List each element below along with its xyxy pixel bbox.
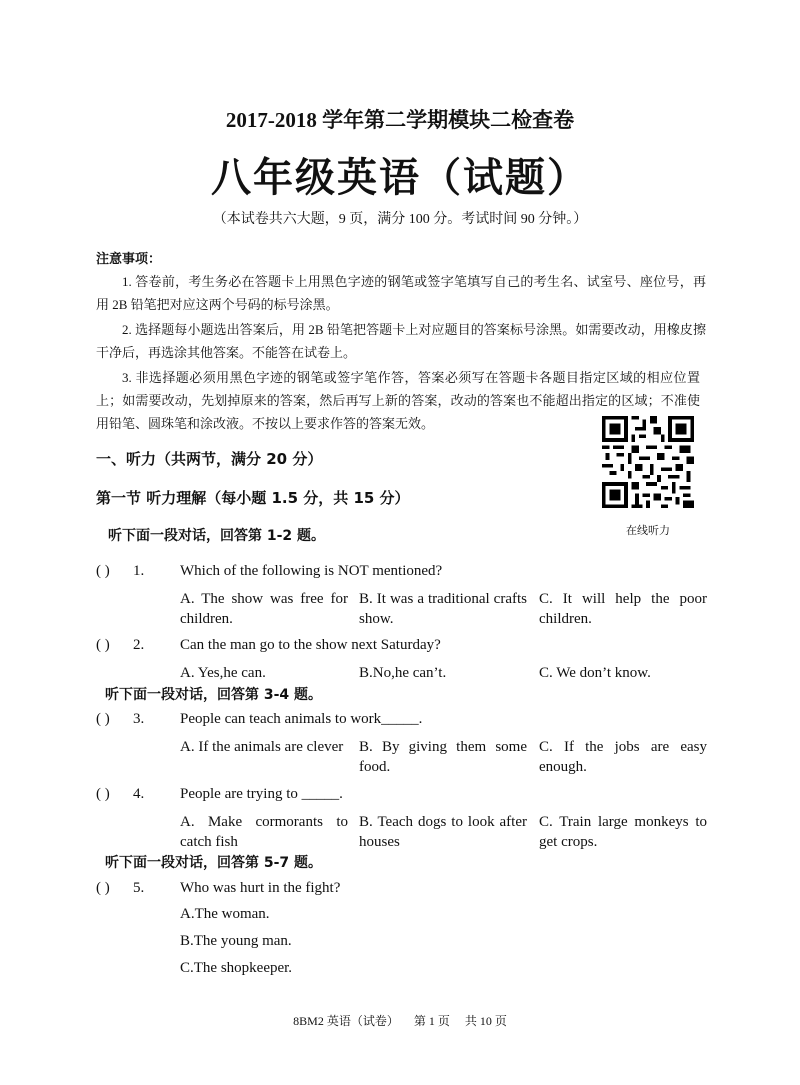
option-c: C. It will help the poor children. [539,591,707,627]
page-footer [0,1012,800,1029]
listen-instruction: 听下面一段对话，回答第 3-4 题。 [105,687,323,703]
option-a: A. Yes,he can. [180,665,266,681]
answer-blank[interactable]: ( ) [96,880,110,896]
qr-caption: 在线听力 [626,524,670,537]
option-b: B. By giving them some food. [359,739,527,775]
footer-code: 8BM2 英语（试卷） [293,1014,399,1028]
option-c: C.The shopkeeper. [180,960,293,976]
question-text: Can the man go to the show next Saturday? [180,637,441,653]
answer-blank[interactable]: ( ) [96,563,110,579]
option-b: B.The young man. [180,933,292,949]
answer-blank[interactable]: ( ) [96,786,110,802]
option-a: A. If the animals are clever [180,739,344,755]
option-b: B. It was a traditional crafts show. [359,591,527,627]
option-a: A.The woman. [180,906,270,922]
exam-title: 2017-2018 学年第二学期模块二检查卷 [225,108,575,132]
question-number: 4. [133,786,145,802]
listen-instruction: 听下面一段对话，回答第 1-2 题。 [108,528,326,544]
listen-instruction: 听下面一段对话，回答第 5-7 题。 [105,855,323,871]
option-a: A. The show was free for children. [180,591,348,627]
option-c: C. Train large monkeys to get crops. [539,814,707,850]
question-text: Who was hurt in the fight? [180,880,341,896]
notice-item-1: 1. 答卷前，考生务必在答题卡上用黑色字迹的钢笔或签字笔填写自己的考生名、试室号、座位号，再用 2B 铅笔把对应这两个号码的标号涂黑。 [96,274,706,312]
notice-item-3: 3. 非选择题必须用黑色字迹的钢笔或签字笔作答，答案必须写在答题卡各题目指定区域的相应位置上；如需要改动，先划掉原来的答案，然后再写上新的答案，改动的答案也不能超出指定的区域；不准使用铅笔、圆珠笔和涂改液。不按以上要求作答的答案无效。 [96,370,700,431]
question-number: 1. [133,563,145,579]
subject-title: 八年级英语（试题） [211,155,589,201]
footer-total: 共 10 页 [464,1014,507,1028]
footer-page: 第 1 页 [413,1014,450,1028]
option-b: B. Teach dogs to look after houses [359,814,527,850]
option-c: C. If the jobs are easy enough. [539,739,707,775]
notice-item-2: 2. 选择题每小题选出答案后，用 2B 铅笔把答题卡上对应题目的答案标号涂黑。如需要改动，用橡皮擦干净后，再选涂其他答案。不能答在试卷上。 [96,322,706,360]
option-c: C. We don’t know. [539,665,651,681]
option-a: A. Make cormorants to catch fish [180,814,348,850]
question-number: 2. [133,637,145,653]
answer-blank[interactable]: ( ) [96,711,110,727]
question-text: People are trying to _____. [180,786,343,802]
part-title: 第一节 听力理解（每小题 1.5 分，共 15 分） [96,489,410,507]
question-number: 5. [133,880,145,896]
option-b: B.No,he can’t. [359,665,447,681]
exam-note: （本试卷共六大题，9 页，满分 100 分。考试时间 90 分钟。） [212,212,588,227]
answer-blank[interactable]: ( ) [96,637,110,653]
question-text: People can teach animals to work_____. [180,711,423,727]
question-number: 3. [133,711,145,727]
question-text: Which of the following is NOT mentioned? [180,563,443,579]
qr-code[interactable] [602,416,694,508]
section-title: 一、听力（共两节，满分 20 分） [96,450,323,468]
notice-heading: 注意事项： [96,251,162,266]
